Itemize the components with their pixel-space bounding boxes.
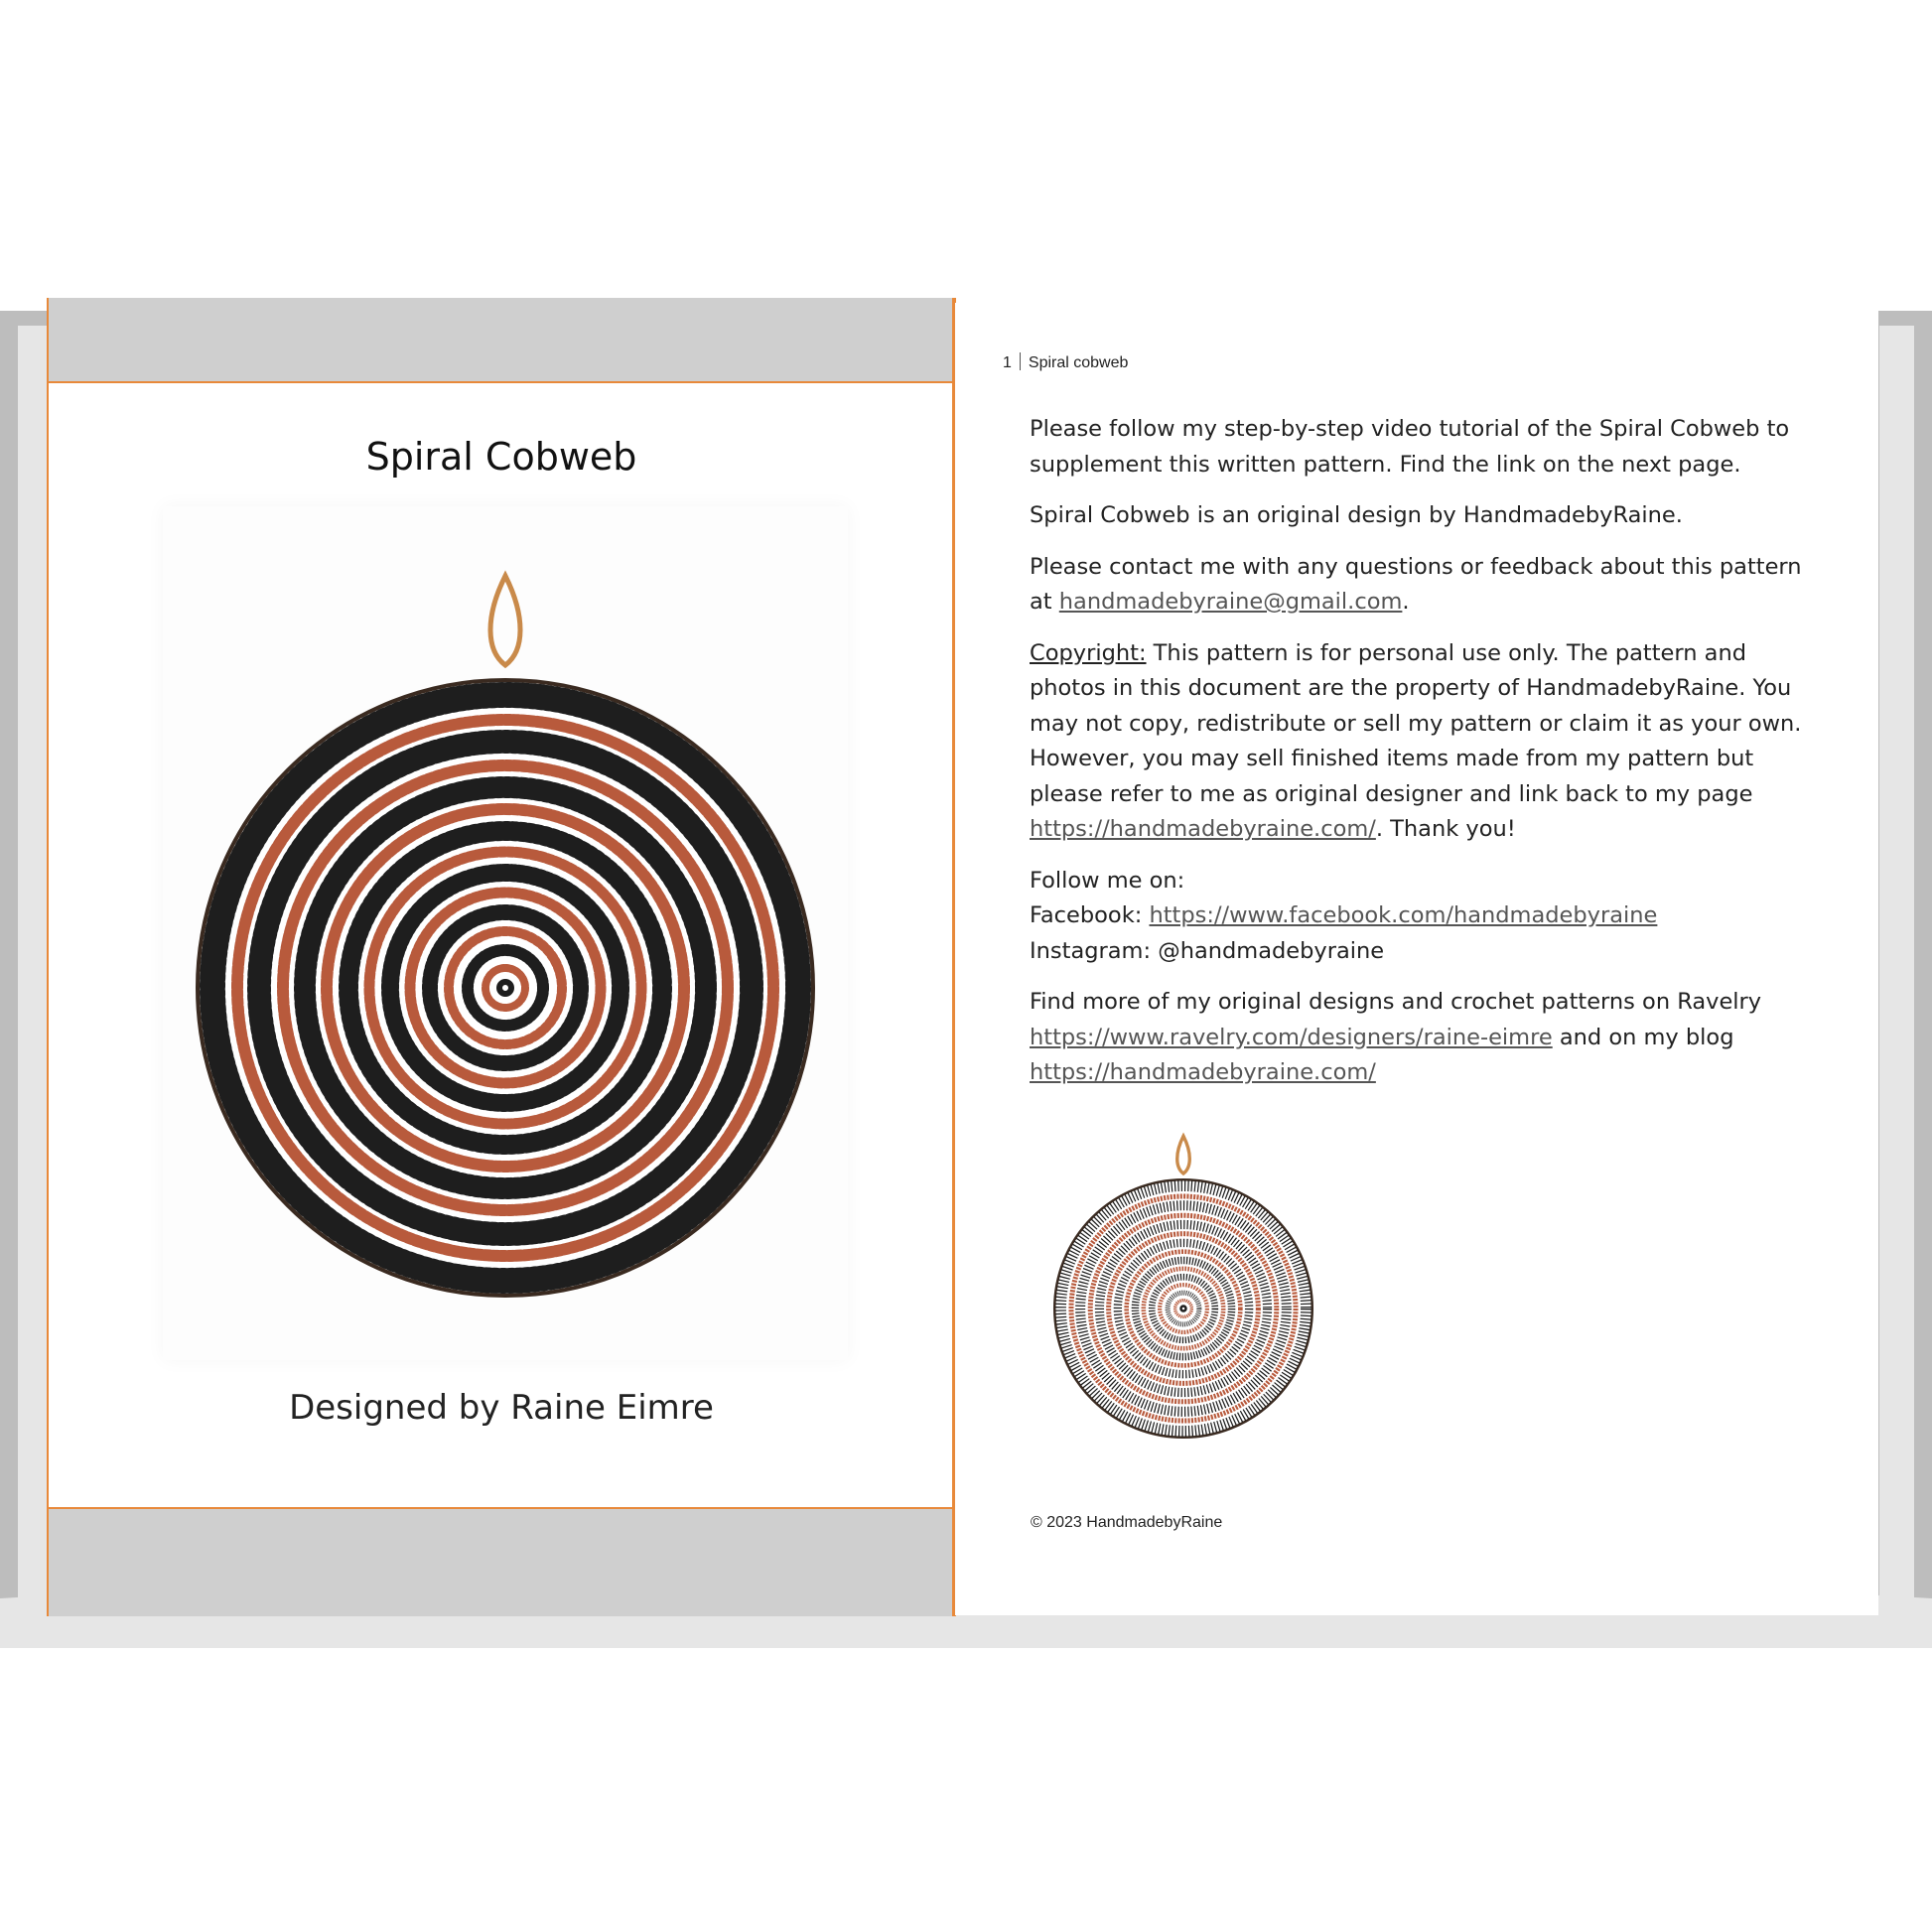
running-header	[1003, 352, 1128, 372]
blog-text: and on my blog	[1552, 1024, 1734, 1050]
contact-paragraph	[1030, 550, 1824, 621]
contact-end: .	[1402, 589, 1410, 615]
blog-link[interactable]: https://handmadebyraine.com/	[1030, 1059, 1376, 1085]
copyright-paragraph	[1030, 636, 1824, 848]
page-body	[1030, 412, 1824, 1107]
intro-paragraph: Please follow my step-by-step video tutorial of the Spiral Cobweb to supplement this written pattern. Find the link on the next page.	[1030, 416, 1790, 478]
page-number: 1	[1003, 354, 1012, 371]
running-header-title: Spiral cobweb	[1028, 354, 1129, 371]
cover-title: Spiral Cobweb	[365, 435, 637, 479]
facebook-link[interactable]: https://www.facebook.com/handmadebyraine	[1149, 902, 1658, 928]
copyright-footer: © 2023 HandmadebyRaine	[1031, 1514, 1223, 1531]
follow-heading: Follow me on:	[1030, 867, 1185, 894]
cover-designer-credit: Designed by Raine Eimre	[289, 1388, 714, 1428]
instagram-handle: Instagram: @handmadebyraine	[1030, 937, 1385, 964]
social-paragraph	[1030, 864, 1824, 970]
cover-header-band	[49, 298, 954, 383]
copyright-label: Copyright:	[1030, 639, 1147, 666]
cover-footer-band	[49, 1507, 954, 1616]
ravelry-link[interactable]: https://www.ravelry.com/designers/raine-eimre	[1030, 1024, 1553, 1050]
pattern-thumbnail-photo	[1030, 1107, 1337, 1464]
original-design-paragraph: Spiral Cobweb is an original design by HandmadebyRaine.	[1030, 502, 1683, 528]
book-page-edge-right	[1879, 326, 1914, 1612]
cover-photo	[163, 506, 848, 1360]
pattern-info-page	[955, 303, 1878, 1615]
ravelry-text: Find more of my original designs and crochet patterns on Ravelry	[1030, 989, 1762, 1015]
facebook-label: Facebook:	[1030, 902, 1150, 928]
copyright-text: This pattern is for personal use only. The pattern and photos in this document are the property of HandmadebyRaine. You may not copy, redistribute or sell my pattern or claim it as your own. However, you may sell finished items made from my pattern but please refer to me as original designer and link back to my page	[1030, 639, 1802, 807]
contact-text: Please contact me with any questions or feedback about this pattern at	[1030, 553, 1802, 615]
ravelry-paragraph	[1030, 985, 1824, 1091]
cover-page	[47, 298, 956, 1616]
copyright-end: . Thank you!	[1375, 816, 1516, 842]
spiral-cobweb-illustration	[163, 506, 848, 1360]
website-link[interactable]: https://handmadebyraine.com/	[1030, 816, 1376, 842]
contact-email-link[interactable]: handmadebyraine@gmail.com	[1058, 589, 1403, 615]
spiral-cobweb-thumbnail	[1030, 1107, 1337, 1464]
header-separator	[1020, 352, 1021, 370]
